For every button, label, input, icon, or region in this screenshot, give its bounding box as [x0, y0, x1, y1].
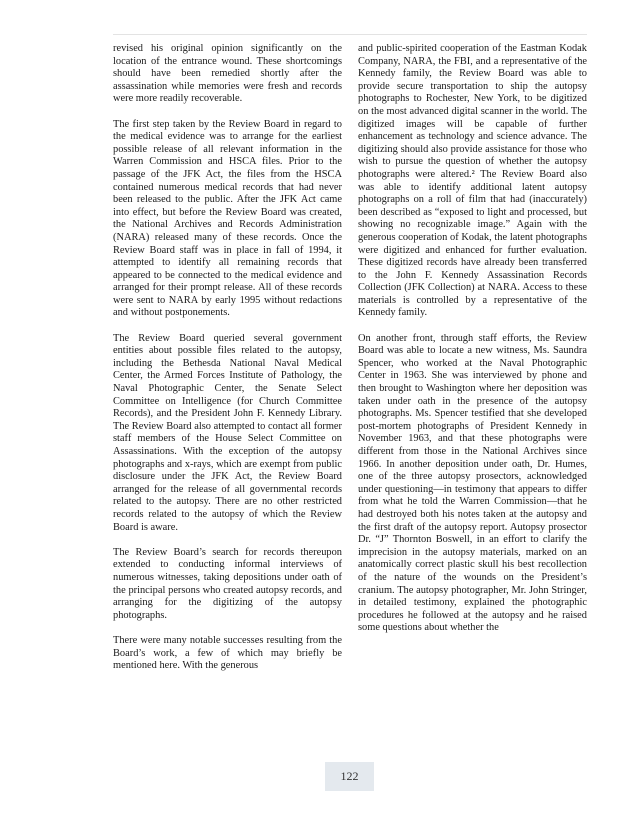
- paragraph: There were many notable successes resulting from the Board’s work, a few of which may briefly be mentioned here. With the generous: [113, 634, 342, 672]
- paragraph: The Review Board’s search for records thereupon extended to conducting informal interviews of numerous witnesses, taking depositions under oath of the principal persons who created autopsy records, and arranging for the digitizing of the autopsy photographs.: [113, 546, 342, 621]
- left-column: [113, 43, 342, 685]
- right-column: [358, 43, 587, 648]
- paragraph: The first step taken by the Review Board in regard to the medical evidence was to arrange for the earliest possible release of all relevant information in the Warren Commission and HSCA files. Prior to the passage of the JFK Act, the files from the HSCA contained numerous medical records that had never been released to the public. After the JFK Act came into effect, but before the Review Board was created, the National Archives and Records Administration (NARA) released many of these records. Once the Review Board staff was in place in fall of 1994, it attempted to identify all remaining records that appeared to be connected to the medical evidence and arranged for their prompt release. All of these records were sent to NARA by early 1995 without redactions and without postponements.: [113, 118, 342, 319]
- paragraph: revised his original opinion significantly on the location of the entrance wound. These shortcomings should have been remedied shortly after the assassination while memories were fresh and records were more readily recoverable.: [113, 43, 342, 105]
- header-rule: [113, 34, 587, 35]
- paragraph: On another front, through staff efforts, the Review Board was able to locate a new witness, Ms. Saundra Spencer, who worked at the Naval Photographic Center in 1963. She was interviewed by phone and then brought to Washington where her deposition was taken under oath in the presence of the autopsy photographs. Ms. Spencer testified that she developed post-mortem photographs of President Kennedy in November 1963, and that these photographs were different from those in the National Archives since 1966. In another deposition under oath, Dr. Humes, one of the three autopsy prosectors, acknowledged under questioning—in testimony that appears to differ from what he told the Warren Commission—that he had destroyed both his notes taken at the autopsy and the first draft of the autopsy report. Autopsy prosector Dr. “J” Thornton Boswell, in an effort to clarify the imprecision in the autopsy materials, marked on an anatomically correct plastic skull his best recollection of the nature of the wounds on the President’s cranium. The autopsy photographer, Mr. John Stringer, in detailed testimony, explained the photographic procedures he followed at the autopsy and he raised some questions about whether the: [358, 332, 587, 634]
- page-number: 122: [325, 762, 374, 791]
- paragraph: and public-spirited cooperation of the Eastman Kodak Company, NARA, the FBI, and a representative of the Kennedy family, the Review Board was able to provide secure transportation to ship the autopsy photographs to Rochester, New York, to be digitized on the most advanced digital scanner in the world. The digitized images will be capable of further enhancement as technology and science advance. The digitizing should also provide assistance for those who wish to pursue the question of whether the autopsy photographs were altered.² The Review Board also was able to identify additional latent autopsy photographs on a roll of film that had (inaccurately) been described as “exposed to light and processed, but showing no recognizable image.” Again with the generous cooperation of Kodak, the latent photographs were digitized and enhanced for further evaluation. These digitized records have already been transferred to the John F. Kennedy Assassination Records Collection (JFK Collection) at NARA. Access to these materials is controlled by a representative of the Kennedy family.: [358, 43, 587, 319]
- paragraph: The Review Board queried several government entities about possible files related to the autopsy, including the Bethesda National Naval Medical Center, the Armed Forces Institute of Pathology, the Naval Photographic Center, the Senate Select Committee on Intelligence (for Church Committee Records), and the President John F. Kennedy Library. The Review Board also attempted to contact all former staff members of the House Select Committee on Assassinations. With the exception of the autopsy photographs and x-rays, which are exempt from public disclosure under the JFK Act, the Review Board arranged for the release of all governmental records related to the autopsy. There are no other restricted records related to the autopsy of which the Review Board is aware.: [113, 332, 342, 533]
